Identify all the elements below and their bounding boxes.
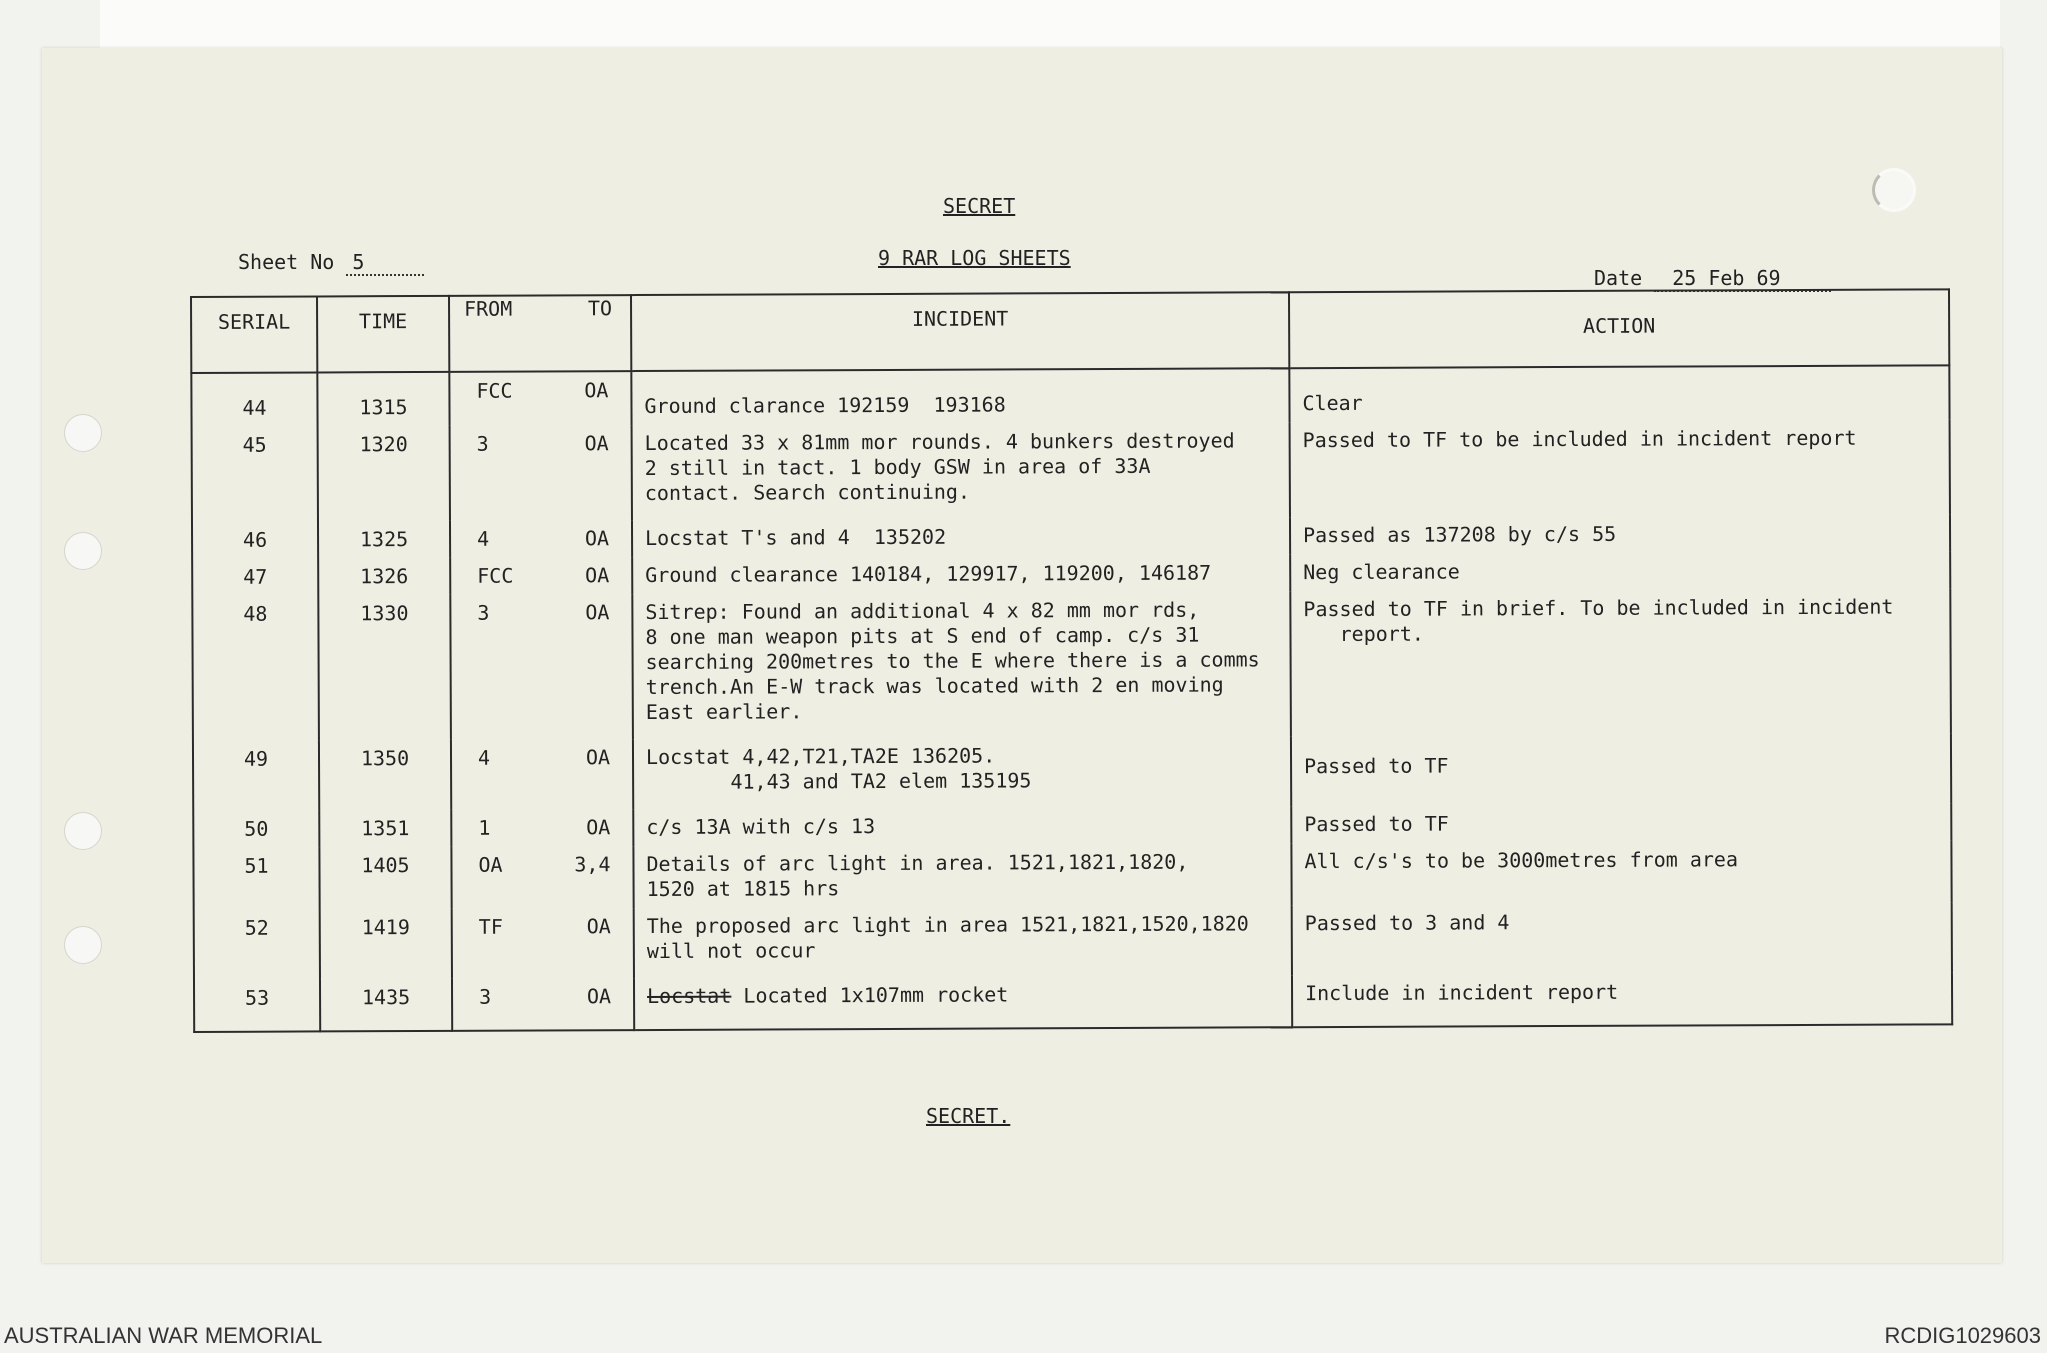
action-cell: Passed to TF — [1291, 733, 1951, 806]
incident-cell: Ground clarance 192159 193168 — [631, 368, 1289, 425]
action-cell: All c/s's to be 3000metres from area — [1291, 840, 1951, 905]
to-cell: OA — [585, 563, 610, 588]
table-row — [193, 840, 1951, 910]
from-cell: OA — [478, 852, 503, 877]
serial-cell: 49 — [193, 740, 319, 811]
serial-cell: 45 — [192, 426, 318, 522]
from-to-cell — [450, 557, 632, 595]
incident-text: Located 1x107mm rocket — [731, 982, 1009, 1008]
punch-hole — [64, 414, 102, 452]
classification-bottom: SECRET. — [926, 1104, 1011, 1128]
document-title: 9 RAR LOG SHEETS — [878, 246, 1071, 270]
to-cell: OA — [586, 914, 611, 939]
header-action: ACTION — [1289, 289, 1949, 368]
classification-top: SECRET — [943, 194, 1016, 218]
from-cell: 3 — [479, 984, 492, 1009]
action-cell: Passed as 137208 by c/s 55 — [1290, 514, 1950, 554]
incident-cell: Located 33 x 81mm mor rounds. 4 bunkers destroyed 2 still in tact. 1 body GSW in area of 33A contact. Search continuing. — [632, 422, 1290, 520]
action-cell: Passed to TF — [1291, 803, 1951, 843]
serial-cell: 53 — [194, 979, 320, 1032]
incident-cell — [634, 975, 1292, 1030]
incident-cell: The proposed arc light in area 1521,1821,1520,1820 will not occur — [634, 905, 1292, 978]
to-cell: OA — [584, 431, 609, 456]
table-row — [191, 365, 1949, 427]
to-cell: OA — [584, 378, 609, 403]
from-to-cell — [450, 520, 632, 558]
paper-tear — [1872, 168, 1916, 212]
incident-cell: Details of arc light in area. 1521,1821,1820, 1520 at 1815 hrs — [633, 843, 1291, 908]
header-from-to — [449, 295, 631, 372]
from-to-cell — [452, 978, 634, 1031]
to-cell: 3,4 — [574, 852, 611, 877]
from-cell: 3 — [476, 431, 489, 456]
time-cell: 1405 — [319, 847, 451, 910]
time-cell: 1326 — [318, 558, 450, 596]
from-cell: 4 — [477, 745, 491, 770]
time-cell: 1419 — [320, 909, 452, 980]
incident-cell: c/s 13A with c/s 13 — [633, 806, 1291, 846]
from-cell: 4 — [477, 526, 490, 551]
table-row — [194, 902, 1952, 980]
time-cell: 1315 — [317, 372, 449, 427]
header-from: FROM — [464, 296, 513, 321]
action-cell: Include in incident report — [1292, 972, 1952, 1027]
incident-cell: Sitrep: Found an additional 4 x 82 mm mor rds, 8 one man weapon pits at S end of camp. c/s 31 searching 200metres to the E where there is a comms trench.An E-W track was located with 2 en moving East earlier. — [632, 591, 1291, 739]
serial-cell: 50 — [193, 810, 319, 848]
table-row — [193, 733, 1951, 811]
time-cell: 1330 — [318, 595, 451, 741]
struck-out-text: Locstat — [647, 983, 732, 1009]
date-value: 25 Feb 69 — [1654, 266, 1830, 292]
punch-hole — [64, 812, 102, 850]
incident-cell: Ground clearance 140184, 129917, 119200, 146187 — [632, 554, 1290, 594]
table-row — [192, 419, 1950, 522]
scan-background — [100, 0, 2000, 48]
punch-hole — [64, 926, 102, 964]
serial-cell: 51 — [193, 847, 319, 910]
to-cell: OA — [585, 600, 610, 625]
action-cell: Neg clearance — [1290, 551, 1950, 591]
from-cell: FCC — [477, 563, 514, 588]
sheet-number-label: Sheet No — [238, 250, 335, 274]
serial-cell: 47 — [192, 558, 318, 596]
from-to-cell — [450, 594, 633, 740]
table-row — [192, 588, 1951, 741]
table-row — [194, 972, 1952, 1032]
incident-cell: Locstat T's and 4 135202 — [632, 517, 1290, 557]
to-cell: OA — [586, 815, 611, 840]
to-cell: OA — [584, 526, 610, 551]
action-cell: Passed to TF in brief. To be included in incident report. — [1290, 588, 1951, 736]
to-cell: OA — [585, 745, 611, 770]
action-cell: Clear — [1289, 365, 1949, 422]
from-to-cell — [451, 846, 633, 909]
date-label: Date — [1594, 266, 1643, 290]
from-to-cell — [451, 809, 633, 847]
from-to-cell — [452, 908, 634, 979]
action-cell: Passed to TF to be included in incident report — [1290, 419, 1950, 517]
time-cell: 1325 — [318, 521, 450, 559]
archive-identifier: RCDIG1029603 — [1884, 1323, 2041, 1348]
to-cell: OA — [586, 984, 612, 1009]
from-to-cell — [450, 425, 632, 521]
archive-credit: AUSTRALIAN WAR MEMORIAL — [4, 1323, 323, 1348]
header-time: TIME — [317, 296, 449, 373]
time-cell: 1435 — [320, 979, 452, 1032]
from-to-cell — [449, 371, 631, 426]
header-serial: SERIAL — [191, 296, 317, 373]
header-incident: INCIDENT — [631, 292, 1289, 371]
serial-cell: 46 — [192, 521, 318, 559]
header-to: TO — [587, 296, 613, 321]
serial-cell: 44 — [191, 372, 317, 427]
time-cell: 1320 — [318, 426, 450, 522]
sheet-number-field — [238, 250, 424, 274]
incident-cell: Locstat 4,42,T21,TA2E 136205. 41,43 and TA2 elem 135195 — [633, 736, 1291, 809]
date-field — [1594, 266, 1831, 290]
from-cell: FCC — [476, 378, 513, 403]
from-cell: 3 — [477, 600, 490, 625]
table-header-row — [191, 289, 1949, 373]
action-cell: Passed to 3 and 4 — [1292, 902, 1952, 975]
time-cell: 1350 — [319, 740, 451, 811]
time-cell: 1351 — [319, 810, 451, 848]
from-cell: 1 — [478, 815, 491, 840]
serial-cell: 52 — [194, 909, 320, 980]
punch-hole — [64, 532, 102, 570]
serial-cell: 48 — [192, 595, 319, 741]
sheet-number-value: 5 — [346, 250, 424, 276]
from-to-cell — [451, 739, 633, 810]
from-cell: TF — [478, 914, 503, 939]
log-table — [190, 288, 1953, 1033]
